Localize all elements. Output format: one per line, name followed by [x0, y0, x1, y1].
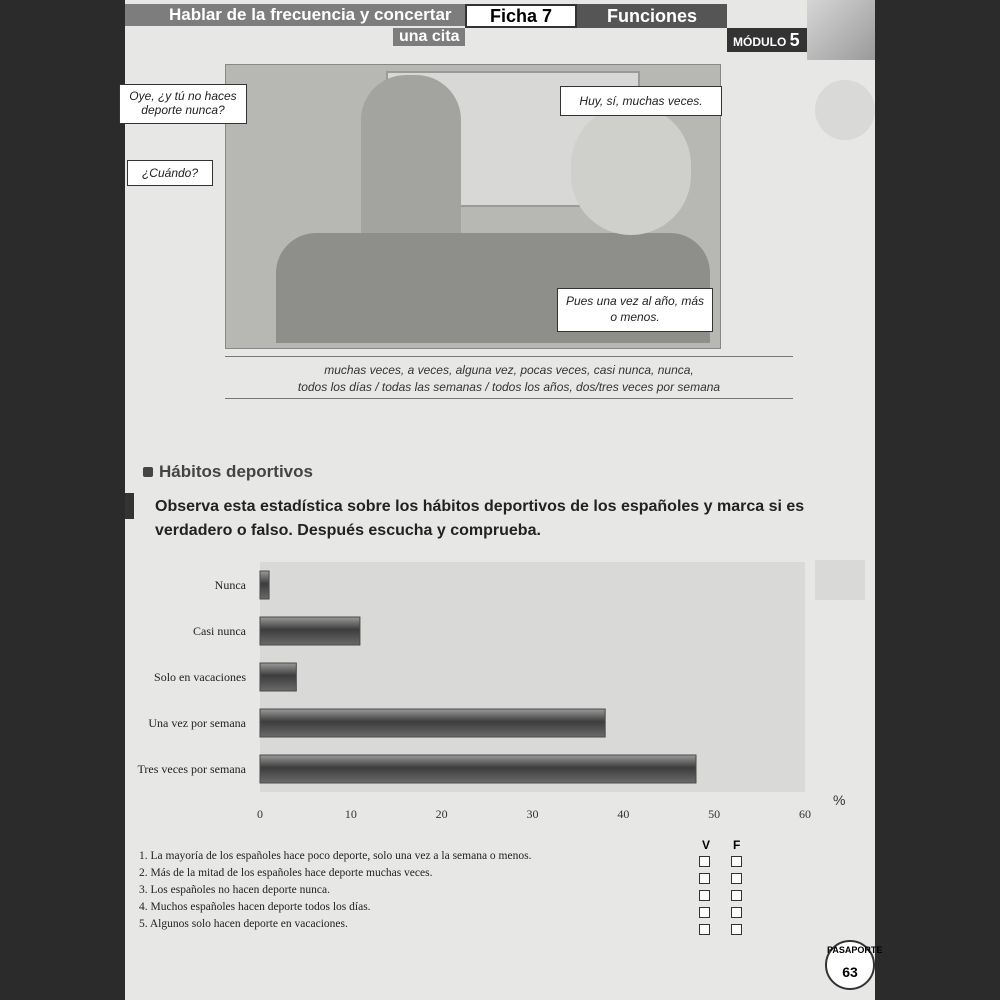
instruction-marker: [125, 493, 134, 519]
speech-bubble-2: Huy, sí, muchas veces.: [560, 86, 722, 116]
frequency-words: muchas veces, a veces, alguna vez, pocas veces, casi nunca, nunca, todos los días / todas las semanas / todos los años, dos/tres veces por semana: [297, 363, 721, 394]
x-tick-label: 10: [344, 807, 357, 821]
stamp-text: PASAPORTE: [827, 945, 883, 955]
section-title-text: Hábitos deportivos: [159, 462, 313, 481]
question-3: 3. Los españoles no hacen deporte nunca.: [139, 884, 330, 896]
category-label: Solo en vacaciones: [154, 670, 246, 684]
x-tick-label: 60: [799, 807, 811, 821]
bar-casi-nunca: [260, 617, 360, 645]
q3-false-checkbox[interactable]: [731, 890, 742, 901]
pasaporte-stamp: [825, 940, 883, 990]
question-1: 1. La mayoría de los españoles hace poco deporte, solo una vez a la semana o menos.: [139, 850, 532, 862]
modulo-badge: [727, 28, 807, 52]
section-label: Funciones: [577, 4, 727, 28]
page-number: 63: [842, 964, 858, 980]
q1-false-checkbox[interactable]: [731, 856, 742, 867]
comic-boy-figure: [571, 105, 691, 235]
header-title: Hablar de la frecuencia y concertar: [125, 4, 465, 26]
x-tick-label: 20: [435, 807, 448, 821]
bar-nunca: [260, 571, 269, 599]
divider-bottom: [225, 398, 793, 399]
category-label: Nunca: [214, 578, 246, 592]
instruction-text: Observa esta estadística sobre los hábitos deportivos de los españoles y marca si es verdadero o falso. Después escucha y comprueba.: [155, 498, 805, 539]
question-2: 2. Más de la mitad de los españoles hace deporte muchas veces.: [139, 867, 433, 879]
hand-pointer-icon: [143, 467, 153, 477]
bar-tres-veces-por-semana: [260, 755, 696, 783]
question-4: 4. Muchos españoles hacen deporte todos los días.: [139, 901, 371, 913]
section-title: [143, 462, 313, 482]
ficha-label: Ficha 7: [465, 4, 577, 28]
q5-true-checkbox[interactable]: [699, 924, 710, 935]
question-5: 5. Algunos solo hacen deporte en vacaciones.: [139, 918, 348, 930]
right-margin-decoration-1: [815, 80, 875, 140]
q2-true-checkbox[interactable]: [699, 873, 710, 884]
true-column-header: V: [702, 838, 711, 852]
cube-decoration: [807, 0, 875, 60]
q3-true-checkbox[interactable]: [699, 890, 710, 901]
header-subtitle: una cita: [393, 28, 465, 46]
q5-false-checkbox[interactable]: [731, 924, 742, 935]
category-label: Una vez por semana: [148, 716, 246, 730]
true-false-questions: [139, 848, 699, 933]
category-label: Casi nunca: [193, 624, 246, 638]
false-column-header: F: [733, 838, 741, 852]
x-tick-label: 0: [257, 807, 263, 821]
x-tick-label: 40: [617, 807, 630, 821]
bar-una-vez-por-semana: [260, 709, 605, 737]
x-tick-label: 50: [708, 807, 721, 821]
x-axis-unit: %: [833, 792, 846, 808]
workbook-page: [125, 0, 883, 1000]
q4-false-checkbox[interactable]: [731, 907, 742, 918]
speech-bubble-3: ¿Cuándo?: [127, 160, 213, 186]
modulo-number: 5: [789, 30, 800, 50]
speech-bubble-4: Pues una vez al año, más o menos.: [557, 288, 713, 332]
category-label: Tres veces por semana: [137, 762, 246, 776]
x-tick-label: 30: [526, 807, 539, 821]
speech-bubble-1: Oye, ¿y tú no haces deporte nunca?: [119, 84, 247, 124]
q1-true-checkbox[interactable]: [699, 856, 710, 867]
bar-chart: [125, 556, 855, 826]
bar-solo-en-vacaciones: [260, 663, 296, 691]
comic-man-figure: [361, 75, 461, 245]
modulo-label: MÓDULO: [733, 35, 787, 49]
divider-top: [225, 356, 793, 357]
q2-false-checkbox[interactable]: [731, 873, 742, 884]
q4-true-checkbox[interactable]: [699, 907, 710, 918]
